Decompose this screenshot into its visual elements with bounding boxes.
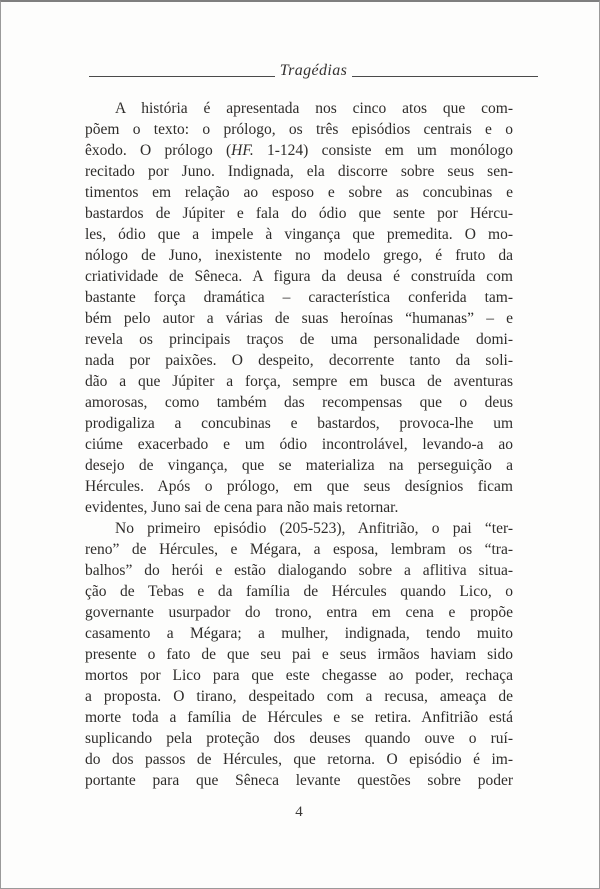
header-rule-right bbox=[352, 76, 538, 77]
text-line: êxodo. O prólogo (HF. 1-124) consiste em um monólogo bbox=[85, 142, 513, 159]
text-line: bastardos de Júpiter e fala do ódio que sente por Hércu- bbox=[85, 205, 513, 222]
text-line: evidentes, Juno sai de cena para não mais retornar. bbox=[85, 499, 399, 516]
text-line: morte toda a família de Hércules e se retira. Anfitrião está bbox=[85, 709, 513, 726]
text-line: A história é apresentada nos cinco atos que com- bbox=[115, 100, 513, 117]
text-line: suplicando pela proteção dos deuses quando ouve o ruí- bbox=[85, 730, 513, 747]
text-line: mortos por Lico para que este chegasse ao poder, rechaça bbox=[85, 667, 513, 684]
text-line: timentos em relação ao esposo e sobre as concubinas e bbox=[85, 184, 513, 201]
text-line: prodigaliza a concubinas e bastardos, provoca-lhe um bbox=[85, 415, 513, 432]
text-line: nólogo de Juno, inexistente no modelo grego, é fruto da bbox=[85, 247, 513, 264]
text-line: balhos” do herói e estão dialogando sobre a aflitiva situa- bbox=[85, 562, 513, 579]
text-line: casamento a Mégara; a mulher, indignada, tendo muito bbox=[85, 625, 513, 642]
page-number: 4 bbox=[295, 804, 303, 820]
text-line: ção de Tebas e da família de Hércules quando Lico, o bbox=[85, 583, 513, 600]
text-line: portante para que Sêneca levante questões sobre poder bbox=[85, 772, 513, 789]
text-line: nada por paixões. O despeito, decorrente tanto da soli- bbox=[85, 352, 513, 369]
text-line: revela os principais traços de uma personalidade domi- bbox=[85, 331, 513, 348]
text-line: reno” de Hércules, e Mégara, a esposa, lembram os “tra- bbox=[85, 541, 513, 558]
text-line: governante usurpador do trono, entra em cena e propõe bbox=[85, 604, 513, 621]
text-line: criatividade de Sêneca. A figura da deusa é construída com bbox=[85, 268, 513, 285]
text-line: do dos passos de Hércules, que retorna. O episódio é im- bbox=[85, 751, 513, 768]
text-line: põem o texto: o prólogo, os três episódios centrais e o bbox=[85, 121, 513, 138]
body-text bbox=[85, 98, 513, 791]
header-rule-left bbox=[89, 76, 275, 77]
text-line: ciúme exacerbado e um ódio incontrolável, levando-a ao bbox=[85, 436, 513, 453]
text-line: bastante força dramática – característica conferida tam- bbox=[85, 289, 513, 306]
text-line: presente o fato de que seu pai e seus irmãos haviam sido bbox=[85, 646, 513, 663]
running-head bbox=[89, 62, 538, 80]
running-head-title: Tragédias bbox=[279, 62, 348, 79]
text-line: No primeiro episódio (205-523), Anfitrião, o pai “ter- bbox=[115, 520, 513, 537]
text-line: les, ódio que a impele à vingança que premedita. O mo- bbox=[85, 226, 513, 243]
text-line: desejo de vingança, que se materializa na perseguição a bbox=[85, 457, 513, 474]
text-line: recitado por Juno. Indignada, ela discorre sobre seus sen- bbox=[85, 163, 513, 180]
text-line: amorosas, como também das recompensas que o deus bbox=[85, 394, 513, 411]
text-line: a proposta. O tirano, despeitado com a recusa, ameaça de bbox=[85, 688, 513, 705]
text-line: bém pelo autor a várias de suas heroínas “humanas” – e bbox=[85, 310, 513, 327]
text-line: dão a que Júpiter a força, sempre em busca de aventuras bbox=[85, 373, 513, 390]
text-line: Hércules. Após o prólogo, em que seus desígnios ficam bbox=[85, 478, 513, 495]
